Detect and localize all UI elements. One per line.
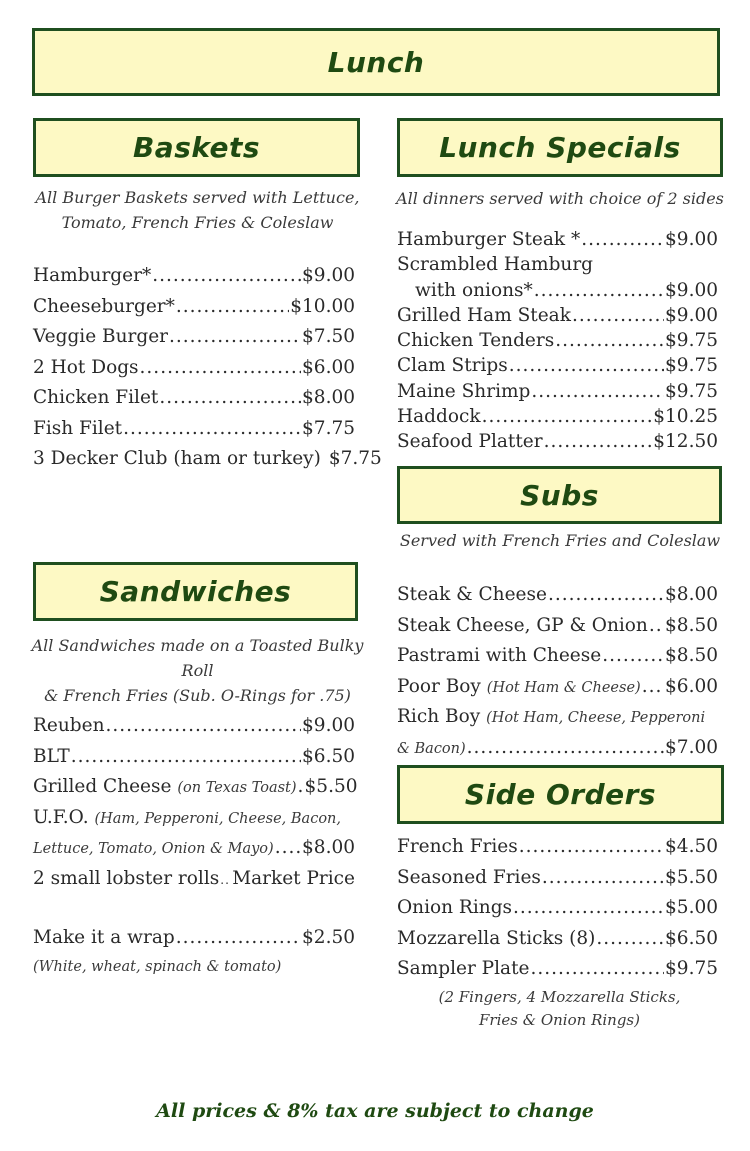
menu-item: Grilled Ham Steak ..... $9.00 (397, 305, 718, 330)
menu-item: Clam Strips ..... $9.75 (397, 355, 718, 380)
lunch-banner (32, 28, 720, 96)
baskets-list (33, 265, 382, 479)
menu-item: French Fries ..... $4.50 (397, 836, 718, 867)
menu-item: Seafood Platter ..... $12.50 (397, 431, 718, 456)
sides-list (397, 836, 718, 989)
menu-item: Steak & Cheese ..... $8.00 (397, 584, 718, 615)
menu-item: Haddock ..... $10.25 (397, 406, 718, 431)
sides-banner (397, 765, 724, 824)
menu-item-wrap: Make it a wrap ..... $2.50 (33, 927, 355, 958)
baskets-note: All Burger Baskets served with Lettuce, Tomato, French Fries & Coleslaw (35, 188, 360, 232)
subs-banner (397, 466, 722, 524)
page-title: Lunch (327, 45, 425, 79)
menu-item: Seasoned Fries ..... $5.50 (397, 867, 718, 898)
menu-item: BLT ..... $6.50 (33, 746, 355, 777)
menu-item: Poor Boy (Hot Ham & Cheese) ..... $6.00 (397, 676, 718, 707)
specials-list (397, 229, 718, 457)
sandwiches-banner (33, 562, 358, 621)
menu-item: Hamburger* ..... $9.00 (33, 265, 355, 296)
menu-item: Hamburger Steak * ..... $9.00 (397, 229, 718, 254)
menu-item: Grilled Cheese (on Texas Toast) ..... $5.50 (33, 776, 355, 807)
menu-item: Mozzarella Sticks (8) ..... $6.50 (397, 928, 718, 959)
sides-title: Side Orders (464, 778, 657, 811)
menu-item: Cheeseburger* ..... $10.00 (33, 296, 355, 327)
specials-banner (397, 118, 723, 177)
wrap-note: (White, wheat, spinach & tomato) (33, 959, 282, 975)
sandwiches-title: Sandwiches (99, 575, 292, 608)
menu-item: Reuben ..... $9.00 (33, 715, 355, 746)
menu-item: Maine Shrimp ..... $9.75 (397, 381, 718, 406)
baskets-banner (33, 118, 360, 177)
menu-item: Steak Cheese, GP & Onion ..... $8.50 (397, 615, 718, 646)
specials-note: All dinners served with choice of 2 sides (396, 189, 724, 208)
menu-item: Chicken Tenders ..... $9.75 (397, 330, 718, 355)
subs-note: Served with French Fries and Coleslaw (399, 531, 721, 550)
footer-note: All prices & 8% tax are subject to change (156, 1100, 594, 1122)
menu-item-rich-boy-cont: & Bacon) ..... $7.00 (397, 737, 718, 768)
menu-item: 2 Hot Dogs ..... $6.00 (33, 357, 355, 388)
sandwiches-note: All Sandwiches made on a Toasted Bulky Roll & French Fries (Sub. O-Rings for .75) (31, 636, 364, 705)
subs-list (397, 584, 718, 767)
baskets-title: Baskets (132, 131, 261, 164)
menu-item: Scrambled Hamburg (397, 254, 594, 276)
menu-item: Sampler Plate ..... $9.75 (397, 958, 718, 989)
menu-item: 3 Decker Club (ham or turkey) $7.75 (33, 448, 382, 469)
menu-item: Veggie Burger ..... $7.50 (33, 326, 355, 357)
menu-item: Fish Filet ..... $7.75 (33, 418, 355, 449)
menu-item-rich-boy: Rich Boy (Hot Ham, Cheese, Pepperoni (397, 706, 706, 727)
wrap-list (33, 927, 355, 958)
sampler-note: (2 Fingers, 4 Mozzarella Sticks, Fries & Onion Rings) (438, 988, 681, 1029)
sandwiches-list (33, 715, 358, 898)
menu-item: Onion Rings ..... $5.00 (397, 897, 718, 928)
menu-item-ufo: U.F.O. (Ham, Pepperoni, Cheese, Bacon, (33, 806, 342, 828)
menu-item-lobster: 2 small lobster rolls ..... Market Price (33, 868, 355, 899)
specials-title: Lunch Specials (439, 131, 681, 164)
menu-item-ufo-cont: Lettuce, Tomato, Onion & Mayo) ..... $8.00 (33, 837, 355, 868)
menu-item: with onions* ..... $9.00 (397, 280, 718, 305)
menu-item: Chicken Filet ..... $8.00 (33, 387, 355, 418)
subs-title: Subs (520, 478, 599, 512)
menu-item: Pastrami with Cheese ..... $8.50 (397, 645, 718, 676)
